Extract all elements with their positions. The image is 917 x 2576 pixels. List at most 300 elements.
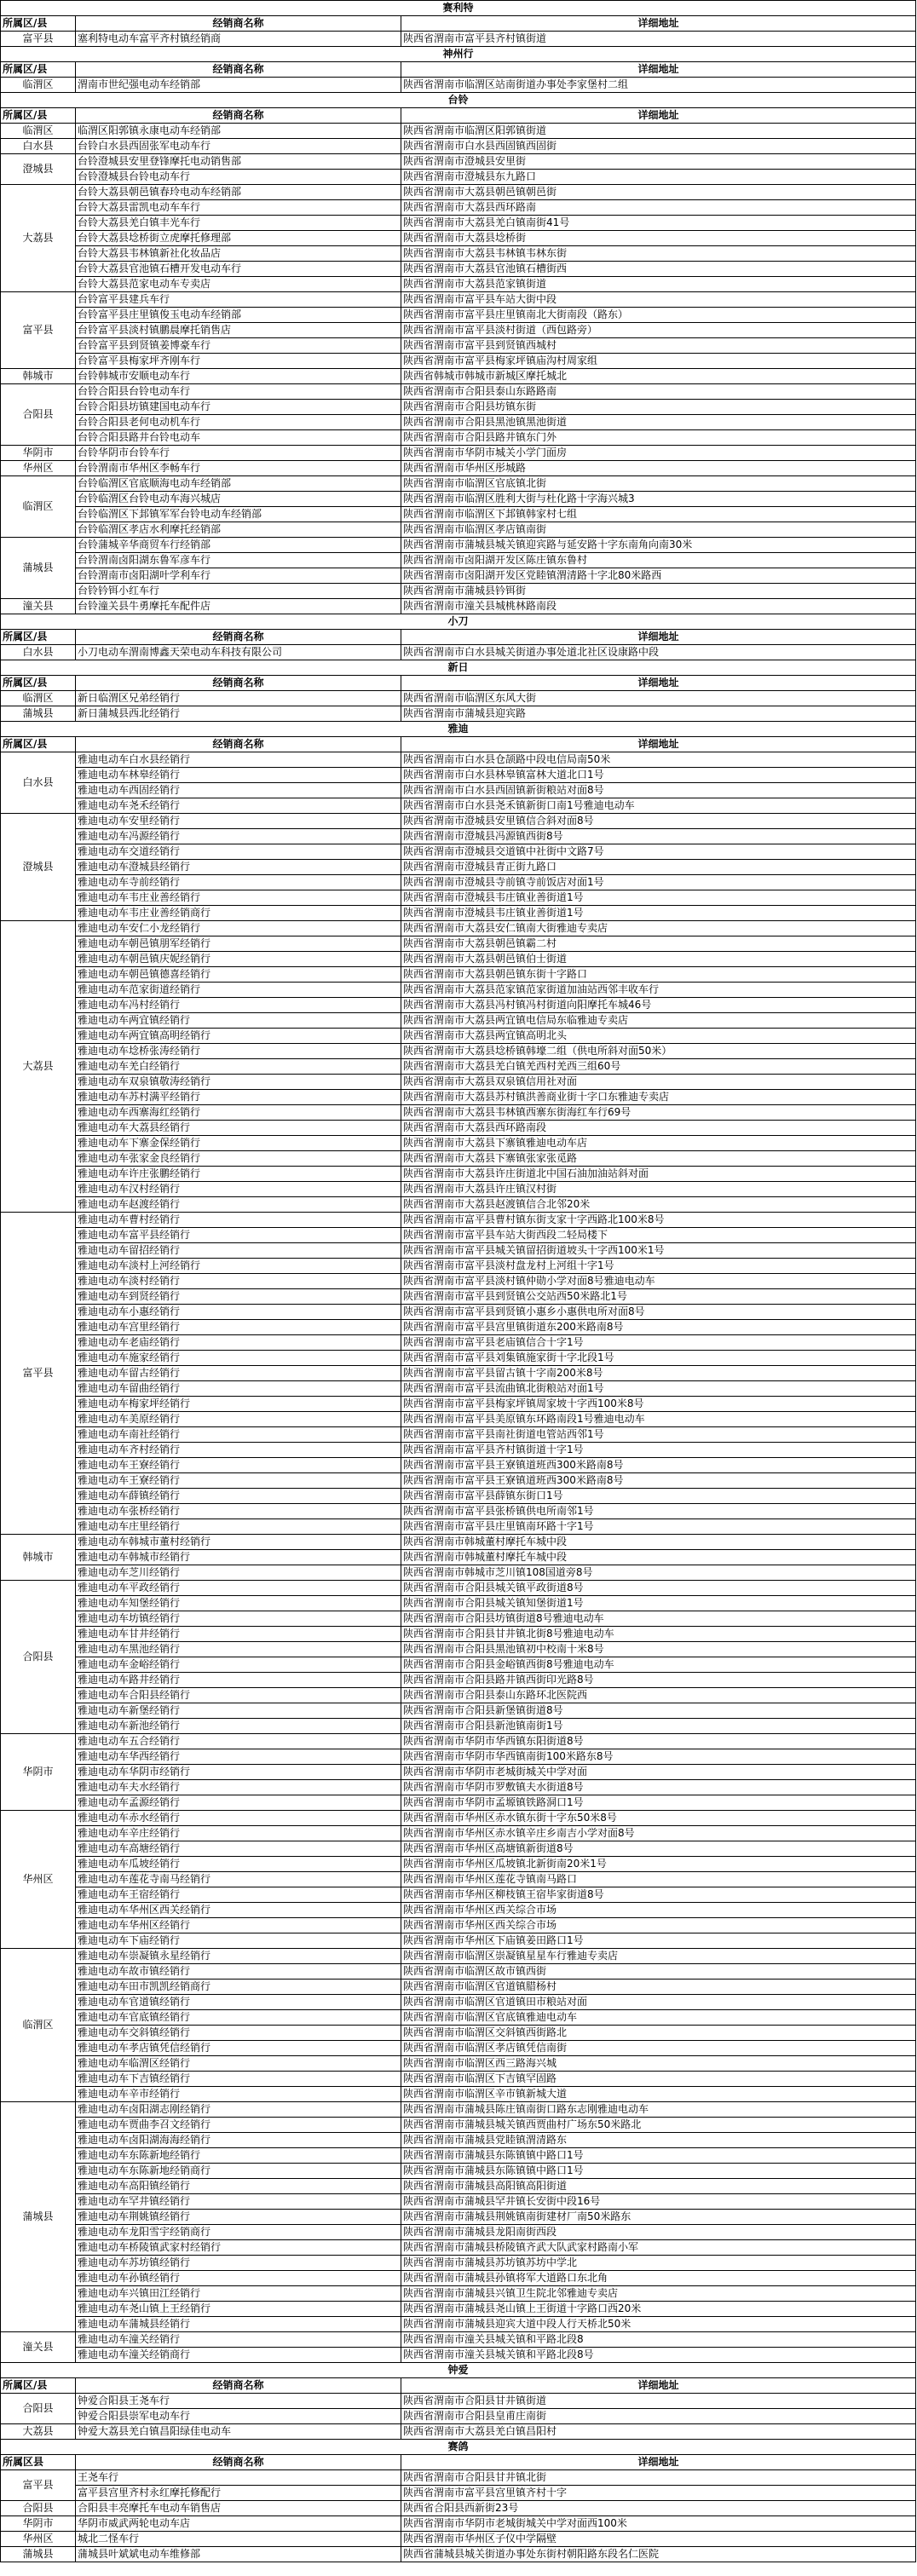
address-cell: 陕西省渭南市大荔县苏村镇洪善商业街十字口东雅迪专卖店	[401, 1090, 916, 1105]
address-cell: 陕西省渭南市富平县淡村街道（西包路旁）	[401, 323, 916, 338]
table-row	[1, 1090, 916, 1105]
address-cell: 陕西省渭南市蒲城县孙镇将军大道路口东北角	[401, 2271, 916, 2286]
table-row	[1, 2118, 916, 2133]
table-row	[1, 2348, 916, 2363]
dealer-name-cell: 台铃大荔县雷凯电动车车行	[76, 200, 401, 216]
header-dealer-name: 经销商名称	[76, 676, 401, 691]
dealer-name-cell: 雅迪电动车临渭区经销行	[76, 2056, 401, 2072]
table-row	[1, 185, 916, 200]
dealer-name-cell: 雅迪电动车韩城市经销行	[76, 1550, 401, 1565]
dealer-name-cell: 台铃大荔县官池镇石槽开发电动车行	[76, 262, 401, 277]
dealer-name-cell: 雅迪电动车故市镇经销行	[76, 1964, 401, 1980]
dealer-name-cell: 台铃渭南市卤阳湖叶学利车行	[76, 568, 401, 584]
county-cell: 大荔县	[1, 921, 76, 1213]
dealer-name-cell: 雅迪电动车朝邑镇德喜经销行	[76, 967, 401, 983]
address-cell: 陕西省渭南市白水县尧禾镇新街口南1号雅迪电动车	[401, 798, 916, 814]
table-row	[1, 1228, 916, 1243]
address-cell: 陕西省渭南市富平县梅家坪镇周家坡十字西100米8号	[401, 1397, 916, 1412]
dealer-name-cell: 临渭区阳郭镇永康电动车经销部	[76, 124, 401, 139]
dealer-name-cell: 雅迪电动车坊镇经销行	[76, 1611, 401, 1627]
address-cell: 陕西省渭南市华阴市罗敷镇夫水街道8号	[401, 1780, 916, 1795]
address-cell: 陕西省渭南市大荔县许庄街道北中国石油加油站斜对面	[401, 1167, 916, 1182]
table-row	[1, 1320, 916, 1335]
brand-title-row	[1, 93, 916, 108]
dealer-name-cell: 雅迪电动车交道经销行	[76, 844, 401, 860]
header-address: 详细地址	[401, 62, 916, 78]
dealer-name-cell: 塞利特电动车富平齐村镇经销商	[76, 32, 401, 47]
dealer-name-cell: 雅迪电动车南社经销行	[76, 1427, 401, 1443]
county-cell: 华州区	[1, 1811, 76, 1949]
header-address: 详细地址	[401, 2455, 916, 2470]
address-cell: 陕西省渭南市临渭区孝店镇凭信南街	[401, 2041, 916, 2056]
dealer-name-cell: 雅迪电动车双泉镇敬涛经销行	[76, 1075, 401, 1090]
brand-title-row	[1, 1, 916, 16]
table-row	[1, 446, 916, 461]
address-cell: 陕西省渭南市富平县庄里镇南北大街南段（路东）	[401, 308, 916, 323]
address-cell: 陕西省渭南市合阳县泰山东路路南	[401, 384, 916, 400]
dealer-name-cell: 雅迪电动车瓜坡经销行	[76, 1857, 401, 1872]
dealer-table-body	[1, 1, 916, 2562]
dealer-name-cell: 台铃大荔县羌白镇丰光车行	[76, 216, 401, 231]
dealer-name-cell: 雅迪电动车韦庄业善经销行	[76, 890, 401, 906]
dealer-name-cell: 台铃富平县淡村镇鹏晨摩托销售店	[76, 323, 401, 338]
dealer-name-cell: 雅迪电动车赤水经销行	[76, 1811, 401, 1826]
dealer-name-cell: 雅迪电动车留招经销行	[76, 1243, 401, 1259]
address-cell: 陕西省渭南市华阴市老城街城关中学对面	[401, 1765, 916, 1780]
dealer-name-cell: 雅迪电动车薛镇经销行	[76, 1489, 401, 1504]
table-row	[1, 691, 916, 706]
address-cell: 陕西省渭南市富平县车站大街中段	[401, 292, 916, 308]
address-cell: 陕西省渭南市潼关县城关镇和平路北段8号	[401, 2348, 916, 2363]
address-cell: 陕西省渭南市蒲城县桥陵镇齐武大队武家村路南小军	[401, 2240, 916, 2256]
address-cell: 陕西省渭南市富平县车站大街西段二轻局楼下	[401, 1228, 916, 1243]
table-row	[1, 492, 916, 507]
table-row	[1, 1105, 916, 1121]
header-dealer-name: 经销商名称	[76, 16, 401, 32]
brand-title-row	[1, 614, 916, 630]
address-cell: 陕西省渭南市大荔县韦林镇韦林东街	[401, 246, 916, 262]
dealer-name-cell: 台铃合阳县老何电动机车行	[76, 415, 401, 430]
dealer-name-cell: 雅迪电动车黑池经销行	[76, 1642, 401, 1657]
table-row	[1, 2271, 916, 2286]
county-cell: 潼关县	[1, 2332, 76, 2363]
address-cell: 陕西省渭南市大荔县安仁镇南大街雅迪专卖店	[401, 921, 916, 936]
county-cell: 富平县	[1, 32, 76, 47]
table-row	[1, 1642, 916, 1657]
dealer-name-cell: 雅迪电动车夫水经销行	[76, 1780, 401, 1795]
address-cell: 陕西省渭南市蒲城县党睦镇渭清路东	[401, 2133, 916, 2148]
dealer-name-cell: 雅迪电动车龙阳雪宇经销商行	[76, 2225, 401, 2240]
dealer-name-cell: 雅迪电动车尧山镇上王经销行	[76, 2302, 401, 2317]
table-row	[1, 2148, 916, 2164]
table-row	[1, 752, 916, 768]
dealer-name-cell: 雅迪电动车施家经销行	[76, 1351, 401, 1366]
address-cell: 陕西省渭南市大荔县下寨镇雅迪电动车店	[401, 1136, 916, 1151]
header-address: 详细地址	[401, 676, 916, 691]
address-cell: 陕西省渭南市华州区西关综合市场	[401, 1903, 916, 1918]
table-row	[1, 262, 916, 277]
address-cell: 陕西省渭南市白水县林皋镇富林大道北口1号	[401, 768, 916, 783]
address-cell: 陕西省渭南市大荔县韦林镇西寨东街海红车行69号	[401, 1105, 916, 1121]
dealer-name-cell: 雅迪电动车曹村经销行	[76, 1213, 401, 1228]
table-row	[1, 430, 916, 446]
address-cell: 陕西省渭南市临渭区东风大街	[401, 691, 916, 706]
table-row	[1, 32, 916, 47]
dealer-name-cell: 雅迪电动车赵渡经销行	[76, 1197, 401, 1213]
address-cell: 陕西省渭南市澄城县安里镇信合斜对面8号	[401, 814, 916, 829]
dealer-name-cell: 雅迪电动车小惠经销行	[76, 1305, 401, 1320]
table-row	[1, 1351, 916, 1366]
table-row	[1, 1397, 916, 1412]
dealer-name-cell: 雅迪电动车张家金良经销行	[76, 1151, 401, 1167]
table-row	[1, 1381, 916, 1397]
table-row	[1, 1504, 916, 1519]
dealer-name-cell: 王尧车行	[76, 2470, 401, 2486]
table-row	[1, 2501, 916, 2516]
dealer-name-cell: 雅迪电动车齐村经销行	[76, 1443, 401, 1458]
table-row	[1, 967, 916, 983]
header-row	[1, 2455, 916, 2470]
header-county: 所属区/县	[1, 676, 76, 691]
address-cell: 陕西省渭南市大荔县朝邑镇伯士街道	[401, 952, 916, 967]
dealer-name-cell: 城北二怪车行	[76, 2532, 401, 2547]
dealer-name-cell: 雅迪电动车贾曲李召文经销行	[76, 2118, 401, 2133]
table-row	[1, 829, 916, 844]
address-cell: 陕西省渭南市富平县到贤镇西城村	[401, 338, 916, 354]
address-cell: 陕西省渭南市华阴市华西镇东阳街道8号	[401, 1734, 916, 1749]
address-cell: 陕西省渭南市潼关县城桃林路南段	[401, 599, 916, 614]
address-cell: 陕西省渭南市富平县王寮镇道班西300米路南8号	[401, 1458, 916, 1473]
address-cell: 陕西省渭南市临渭区下吉镇罕固路	[401, 2072, 916, 2087]
dealer-name-cell: 台铃澄城县台铃电动车行	[76, 170, 401, 185]
table-row	[1, 584, 916, 599]
address-cell: 陕西省渭南市蒲城县苏坊镇苏坊中学北	[401, 2256, 916, 2271]
address-cell: 陕西省渭南市富平县宫里镇齐村十字	[401, 2486, 916, 2501]
county-cell: 临渭区	[1, 124, 76, 139]
dealer-name-cell: 雅迪电动车下寨金保经销行	[76, 1136, 401, 1151]
dealer-name-cell: 雅迪电动车下吉镇经销行	[76, 2072, 401, 2087]
table-row	[1, 2133, 916, 2148]
table-row	[1, 1274, 916, 1289]
address-cell: 陕西省渭南市合阳县新堡镇街道8号	[401, 1703, 916, 1719]
table-row	[1, 2317, 916, 2332]
dealer-name-cell: 台铃蒲城辛华商贸车行经销部	[76, 538, 401, 553]
table-row	[1, 1136, 916, 1151]
header-row	[1, 2378, 916, 2394]
dealer-name-cell: 新日蒲城县西北经销行	[76, 706, 401, 722]
address-cell: 陕西省渭南市合阳县坊镇街道8号雅迪电动车	[401, 1611, 916, 1627]
address-cell: 陕西省渭南市富平县淡村盘龙村上河组十字1号	[401, 1259, 916, 1274]
address-cell: 陕西省渭南市澄城县韦庄镇业善街道1号	[401, 890, 916, 906]
dealer-name-cell: 台铃富平县梅家坪齐刚车行	[76, 354, 401, 369]
header-row	[1, 737, 916, 752]
address-cell: 陕西省渭南市蒲城县迎宾路	[401, 706, 916, 722]
address-cell: 陕西省渭南市华阴市孟塬镇铁路洞口1号	[401, 1795, 916, 1811]
table-row	[1, 1826, 916, 1841]
dealer-name-cell: 台铃钤铒小红车行	[76, 584, 401, 599]
table-row	[1, 1059, 916, 1075]
table-row	[1, 1535, 916, 1550]
table-row	[1, 1519, 916, 1535]
dealer-name-cell: 钟爱合阳县崇军电动车行	[76, 2409, 401, 2424]
county-cell: 富平县	[1, 1213, 76, 1535]
county-cell: 潼关县	[1, 599, 76, 614]
dealer-name-cell: 雅迪电动车张桥经销行	[76, 1504, 401, 1519]
county-cell: 蒲城县	[1, 706, 76, 722]
table-row	[1, 2547, 916, 2562]
address-cell: 陕西省渭南市蒲城县尧山镇上王街道十字路口西20米	[401, 2302, 916, 2317]
dealer-name-cell: 雅迪电动车韦庄业善经销商行	[76, 906, 401, 921]
dealer-name-cell: 雅迪电动车王寮经销行	[76, 1458, 401, 1473]
address-cell: 陕西省渭南市澄城县冯源镇西街8号	[401, 829, 916, 844]
dealer-name-cell: 合阳县丰亮摩托车电动车销售店	[76, 2501, 401, 2516]
address-cell: 陕西省渭南市大荔县范家镇范家街道加油站西邻丰收车行	[401, 983, 916, 998]
table-row	[1, 415, 916, 430]
address-cell: 陕西省渭南市大荔县官池镇石槽街西	[401, 262, 916, 277]
table-row	[1, 476, 916, 492]
address-cell: 陕西省渭南市大荔县羌白镇昌阳村	[401, 2424, 916, 2440]
table-row	[1, 1980, 916, 1995]
dealer-name-cell: 蒲城县叶斌斌电动车维修部	[76, 2547, 401, 2562]
table-row	[1, 1918, 916, 1933]
dealer-name-cell: 台铃潼关县牛勇摩托车配件店	[76, 599, 401, 614]
table-row	[1, 323, 916, 338]
table-row	[1, 1811, 916, 1826]
address-cell: 陕西省渭南市卤阳湖开发区陈庄镇东鲁村	[401, 553, 916, 568]
address-cell: 陕西省渭南市富平县梅家坪镇庙沟村周家组	[401, 354, 916, 369]
table-row	[1, 906, 916, 921]
header-dealer-name: 经销商名称	[76, 737, 401, 752]
address-cell: 陕西省渭南市大荔县两宜镇高明北头	[401, 1029, 916, 1044]
county-cell: 蒲城县	[1, 2547, 76, 2562]
address-cell: 陕西省渭南市蒲城县东陈镇镇中路口1号	[401, 2164, 916, 2179]
table-row	[1, 354, 916, 369]
header-address: 详细地址	[401, 737, 916, 752]
table-row	[1, 1887, 916, 1903]
header-row	[1, 676, 916, 691]
table-row	[1, 1565, 916, 1581]
table-row	[1, 1933, 916, 1949]
address-cell: 陕西省渭南市合阳县新池镇南街1号	[401, 1719, 916, 1734]
address-cell: 陕西省渭南市大荔县双泉镇信用社对面	[401, 1075, 916, 1090]
address-cell: 陕西省渭南市华州区子仪中学隔壁	[401, 2532, 916, 2547]
dealer-name-cell: 富平县宫里齐村永红摩托修配行	[76, 2486, 401, 2501]
county-cell: 合阳县	[1, 2501, 76, 2516]
header-row	[1, 108, 916, 124]
table-row	[1, 538, 916, 553]
dealer-name-cell: 雅迪电动车崇凝镇永星经销行	[76, 1949, 401, 1964]
county-cell: 蒲城县	[1, 2102, 76, 2332]
table-row	[1, 1596, 916, 1611]
brand-title: 新日	[1, 660, 916, 676]
dealer-name-cell: 雅迪电动车五合经销行	[76, 1734, 401, 1749]
header-dealer-name: 经销商名称	[76, 630, 401, 645]
dealer-name-cell: 雅迪电动车路井经销行	[76, 1673, 401, 1688]
dealer-name-cell: 雅迪电动车寺前经销行	[76, 875, 401, 890]
table-row	[1, 2486, 916, 2501]
table-row	[1, 1872, 916, 1887]
table-row	[1, 1749, 916, 1765]
table-row	[1, 2056, 916, 2072]
address-cell: 陕西省渭南市大荔县西环路南	[401, 200, 916, 216]
dealer-name-cell: 雅迪电动车留曲经销行	[76, 1381, 401, 1397]
dealer-name-cell: 雅迪电动车孙镇经销行	[76, 2271, 401, 2286]
address-cell: 陕西省渭南市蒲城县城关镇迎宾路与延安路十字东南角向南30米	[401, 538, 916, 553]
county-cell: 华阴市	[1, 2516, 76, 2532]
dealer-name-cell: 雅迪电动车两宜镇经销行	[76, 1013, 401, 1029]
address-cell: 陕西省渭南市华州区赤水镇东街十字东50米8号	[401, 1811, 916, 1826]
dealer-name-cell: 雅迪电动车卤阳湖海海经销行	[76, 2133, 401, 2148]
address-cell: 陕西省渭南市华阴市城关小学门面房	[401, 446, 916, 461]
table-row	[1, 231, 916, 246]
table-row	[1, 2302, 916, 2317]
header-county: 所属区/县	[1, 16, 76, 32]
address-cell: 陕西省渭南市富平县齐村镇街道十字1号	[401, 1443, 916, 1458]
dealer-name-cell: 雅迪电动车下庙经销行	[76, 1933, 401, 1949]
dealer-name-cell: 雅迪电动车华州区经销行	[76, 1918, 401, 1933]
dealer-name-cell: 雅迪电动车韩城市董村经销行	[76, 1535, 401, 1550]
table-row	[1, 844, 916, 860]
dealer-name-cell: 雅迪电动车辛庄经销行	[76, 1826, 401, 1841]
table-row	[1, 2164, 916, 2179]
address-cell: 陕西省渭南市蒲城县迎宾大道中段人行天桥北50米	[401, 2317, 916, 2332]
dealer-name-cell: 雅迪电动车辛市经销行	[76, 2087, 401, 2102]
address-cell: 陕西省渭南市临渭区故市镇西街	[401, 1964, 916, 1980]
brand-title-row	[1, 2440, 916, 2455]
county-cell: 韩城市	[1, 369, 76, 384]
county-cell: 大荔县	[1, 185, 76, 292]
table-row	[1, 1182, 916, 1197]
dealer-name-cell: 华阴市威武两轮电动车店	[76, 2516, 401, 2532]
table-row	[1, 1550, 916, 1565]
county-cell: 富平县	[1, 2470, 76, 2501]
address-cell: 陕西省渭南市潼关县城关镇和平路北段8	[401, 2332, 916, 2348]
dealer-name-cell: 雅迪电动车芝川经销行	[76, 1565, 401, 1581]
address-cell: 陕西省渭南市蒲城县钤铒街	[401, 584, 916, 599]
table-row	[1, 983, 916, 998]
brand-title-row	[1, 2363, 916, 2378]
address-cell: 陕西省渭南市澄城县交道镇中社街中文路7号	[401, 844, 916, 860]
table-row	[1, 952, 916, 967]
dealer-name-cell: 雅迪电动车老庙经销行	[76, 1335, 401, 1351]
table-row	[1, 998, 916, 1013]
header-county: 所属区/县	[1, 737, 76, 752]
dealer-name-cell: 雅迪电动车大荔县经销行	[76, 1121, 401, 1136]
county-cell: 华州区	[1, 461, 76, 476]
dealer-name-cell: 雅迪电动车莲花寺南马经销行	[76, 1872, 401, 1887]
header-county: 所属区/县	[1, 108, 76, 124]
dealer-name-cell: 台铃韩城市安顺电动车行	[76, 369, 401, 384]
dealer-name-cell: 雅迪电动车官底镇经销行	[76, 2010, 401, 2026]
address-cell: 陕西省渭南市合阳县路井镇东门外	[401, 430, 916, 446]
table-row	[1, 1964, 916, 1980]
address-cell: 陕西省渭南市合阳县泰山东路环北医院西	[401, 1688, 916, 1703]
table-row	[1, 1688, 916, 1703]
address-cell: 陕西省渭南市合阳县甘井镇街道	[401, 2394, 916, 2409]
table-row	[1, 1259, 916, 1274]
table-row	[1, 78, 916, 93]
table-row	[1, 124, 916, 139]
address-cell: 陕西省渭南市富平县流曲镇北街粮站对面1号	[401, 1381, 916, 1397]
address-cell: 陕西省渭南市临渭区下邽镇韩家村七组	[401, 507, 916, 522]
table-row	[1, 798, 916, 814]
table-row	[1, 2424, 916, 2440]
table-row	[1, 1995, 916, 2010]
table-row	[1, 154, 916, 170]
address-cell: 陕西省渭南市合阳县城关镇知堡街道1号	[401, 1596, 916, 1611]
table-row	[1, 568, 916, 584]
table-row	[1, 200, 916, 216]
header-dealer-name: 经销商名称	[76, 2455, 401, 2470]
dealer-name-cell: 雅迪电动车卤阳湖志刚经销行	[76, 2102, 401, 2118]
dealer-name-cell: 雅迪电动车华州区西关经销行	[76, 1903, 401, 1918]
dealer-name-cell: 雅迪电动车新堡经销行	[76, 1703, 401, 1719]
dealer-name-cell: 雅迪电动车美原经销行	[76, 1412, 401, 1427]
address-cell: 陕西省渭南市大荔县西环路南段	[401, 1121, 916, 1136]
address-cell: 陕西省渭南市临渭区胜利大街与杜化路十字海兴城3	[401, 492, 916, 507]
dealer-name-cell: 雅迪电动车兴镇田江经销行	[76, 2286, 401, 2302]
dealer-name-cell: 雅迪电动车蒲城县经销行	[76, 2317, 401, 2332]
address-cell: 陕西省渭南市华州区赤水镇辛庄乡南吉小学对面8号	[401, 1826, 916, 1841]
dealer-name-cell: 雅迪电动车东陈新地经销商行	[76, 2164, 401, 2179]
dealer-name-cell: 雅迪电动车淡村经销行	[76, 1274, 401, 1289]
header-row	[1, 630, 916, 645]
address-cell: 陕西省渭南市卤阳湖开发区党睦镇渭清路十字北80米路西	[401, 568, 916, 584]
table-row	[1, 1611, 916, 1627]
address-cell: 陕西省渭南市富平县老庙镇信合十字1号	[401, 1335, 916, 1351]
brand-title: 小刀	[1, 614, 916, 630]
header-row	[1, 62, 916, 78]
address-cell: 陕西省渭南市华州区彤城路	[401, 461, 916, 476]
address-cell: 陕西省渭南市富平县王寮镇道班西300米路南8号	[401, 1473, 916, 1489]
address-cell: 陕西省渭南市大荔县羌白镇南街41号	[401, 216, 916, 231]
address-cell: 陕西省渭南市合阳县坊镇东街	[401, 400, 916, 415]
address-cell: 陕西省渭南市大荔县朝邑镇霸二村	[401, 936, 916, 952]
brand-title-row	[1, 47, 916, 62]
table-row	[1, 2532, 916, 2547]
dealer-name-cell: 雅迪电动车苏坊镇经销行	[76, 2256, 401, 2271]
table-row	[1, 875, 916, 890]
dealer-name-cell: 小刀电动车渭南博鑫天荣电动车科技有限公司	[76, 645, 401, 660]
dealer-name-cell: 台铃渭南卤阳湖东鲁军彦车行	[76, 553, 401, 568]
county-cell: 大荔县	[1, 2424, 76, 2440]
table-row	[1, 2286, 916, 2302]
table-row	[1, 814, 916, 829]
dealer-name-cell: 台铃大荔县埝桥街立虎摩托修理部	[76, 231, 401, 246]
address-cell: 陕西省渭南市大荔县范家镇街道	[401, 277, 916, 292]
dealer-name-cell: 雅迪电动车冯村经销行	[76, 998, 401, 1013]
dealer-name-cell: 台铃大荔县朝邑镇春玲电动车经销部	[76, 185, 401, 200]
dealer-name-cell: 台铃临渭区台铃电动车海兴城店	[76, 492, 401, 507]
table-row	[1, 2240, 916, 2256]
address-cell: 陕西省渭南市大荔县赵渡镇信合北邻20米	[401, 1197, 916, 1213]
dealer-name-cell: 雅迪电动车留古经销行	[76, 1366, 401, 1381]
dealer-name-cell: 台铃澄城县安里登锋摩托电动销售部	[76, 154, 401, 170]
table-row	[1, 2332, 916, 2348]
address-cell: 陕西省渭南市合阳县黑池镇初中校南十米8号	[401, 1642, 916, 1657]
table-row	[1, 1703, 916, 1719]
table-row	[1, 860, 916, 875]
table-row	[1, 1765, 916, 1780]
address-cell: 陕西省渭南市蒲城县荆姚镇南街建材厂南50米路东	[401, 2210, 916, 2225]
header-address: 详细地址	[401, 630, 916, 645]
header-row	[1, 16, 916, 32]
address-cell: 陕西省渭南市大荔县下寨镇张家张觅路	[401, 1151, 916, 1167]
table-row	[1, 2225, 916, 2240]
dealer-name-cell: 雅迪电动车西固经销行	[76, 783, 401, 798]
address-cell: 陕西省渭南市蒲城县陈庄镇南街口路东志刚雅迪电动车	[401, 2102, 916, 2118]
county-cell: 合阳县	[1, 1581, 76, 1734]
